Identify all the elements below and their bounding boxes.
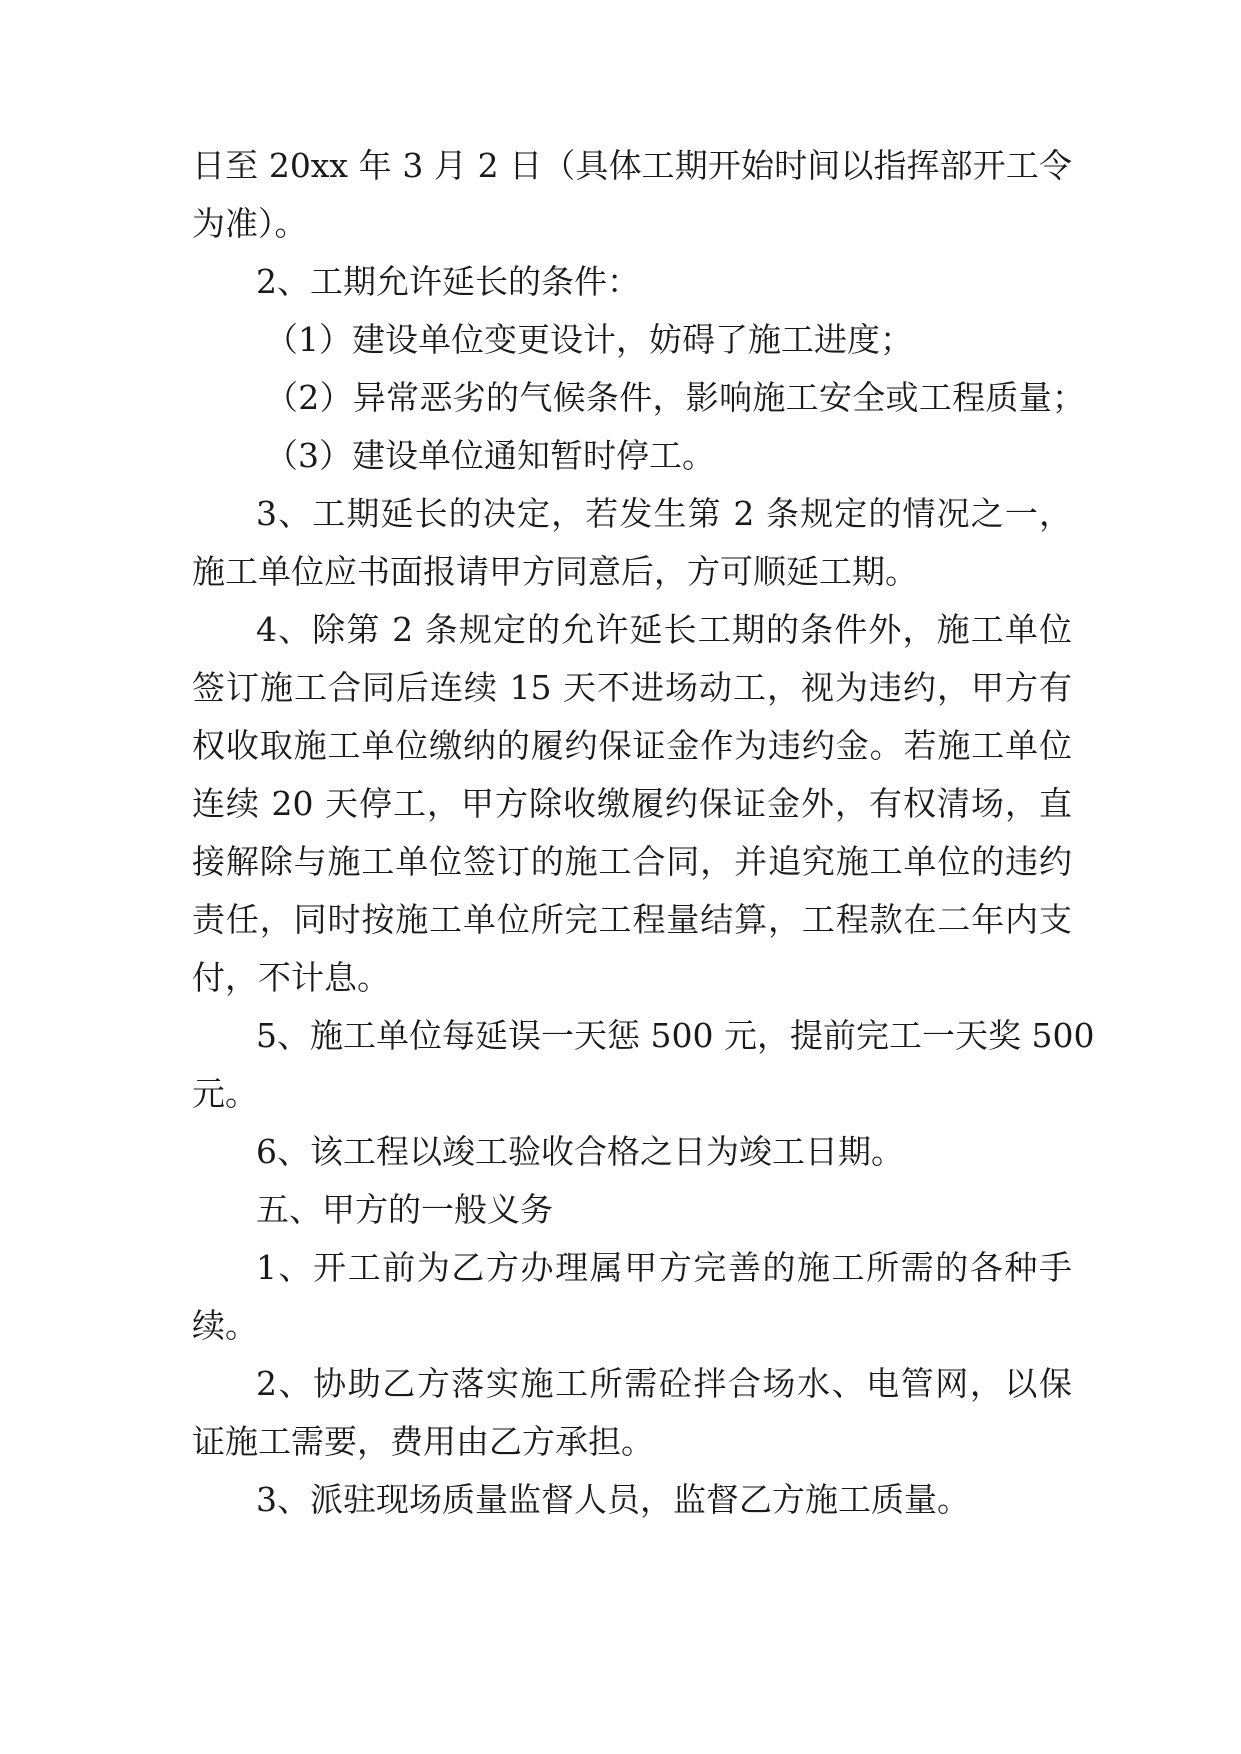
text-line: 5、施工单位每延误一天惩 500 元，提前完工一天奖 500 — [256, 1016, 1095, 1055]
text-line: （1）建设单位变更设计，妨碍了施工进度； — [265, 320, 913, 359]
text-line: （2）异常恶劣的气候条件，影响施工安全或工程质量； — [265, 378, 1085, 417]
text-line: 续。 — [192, 1306, 258, 1345]
text-line: 施工单位应书面报请甲方同意后，方可顺延工期。 — [192, 552, 918, 591]
text-line: 证施工需要，费用由乙方承担。 — [192, 1422, 654, 1461]
text-line: 接解除与施工单位签订的施工合同，并追究施工单位的违约 — [192, 842, 1072, 881]
text-line: 签订施工合同后连续 15 天不进场动工，视为违约，甲方有 — [192, 668, 1072, 707]
text-line: 6、该工程以竣工验收合格之日为竣工日期。 — [256, 1132, 904, 1171]
text-line: 元。 — [192, 1074, 258, 1113]
text-line: 权收取施工单位缴纳的履约保证金作为违约金。若施工单位 — [192, 726, 1072, 765]
text-line: 付，不计息。 — [192, 958, 390, 997]
text-line: 2、工期允许延长的条件： — [256, 262, 640, 301]
text-line: 3、派驻现场质量监督人员，监督乙方施工质量。 — [256, 1480, 970, 1519]
text-line: 2、协助乙方落实施工所需砼拌合场水、电管网，以保 — [256, 1364, 1072, 1403]
section-heading: 五、甲方的一般义务 — [256, 1190, 553, 1229]
text-line: （3）建设单位通知暂时停工。 — [265, 436, 715, 475]
text-line: 责任，同时按施工单位所完工程量结算，工程款在二年内支 — [192, 900, 1072, 939]
text-line: 4、除第 2 条规定的允许延长工期的条件外，施工单位 — [256, 610, 1072, 649]
text-line: 3、工期延长的决定，若发生第 2 条规定的情况之一， — [256, 494, 1072, 533]
text-line: 为准）。 — [192, 204, 308, 243]
text-line: 连续 20 天停工，甲方除收缴履约保证金外，有权清场，直 — [192, 784, 1072, 823]
text-line: 1、开工前为乙方办理属甲方完善的施工所需的各种手 — [256, 1248, 1072, 1287]
text-line: 日至 20xx 年 3 月 2 日（具体工期开始时间以指挥部开工令 — [192, 146, 1072, 185]
